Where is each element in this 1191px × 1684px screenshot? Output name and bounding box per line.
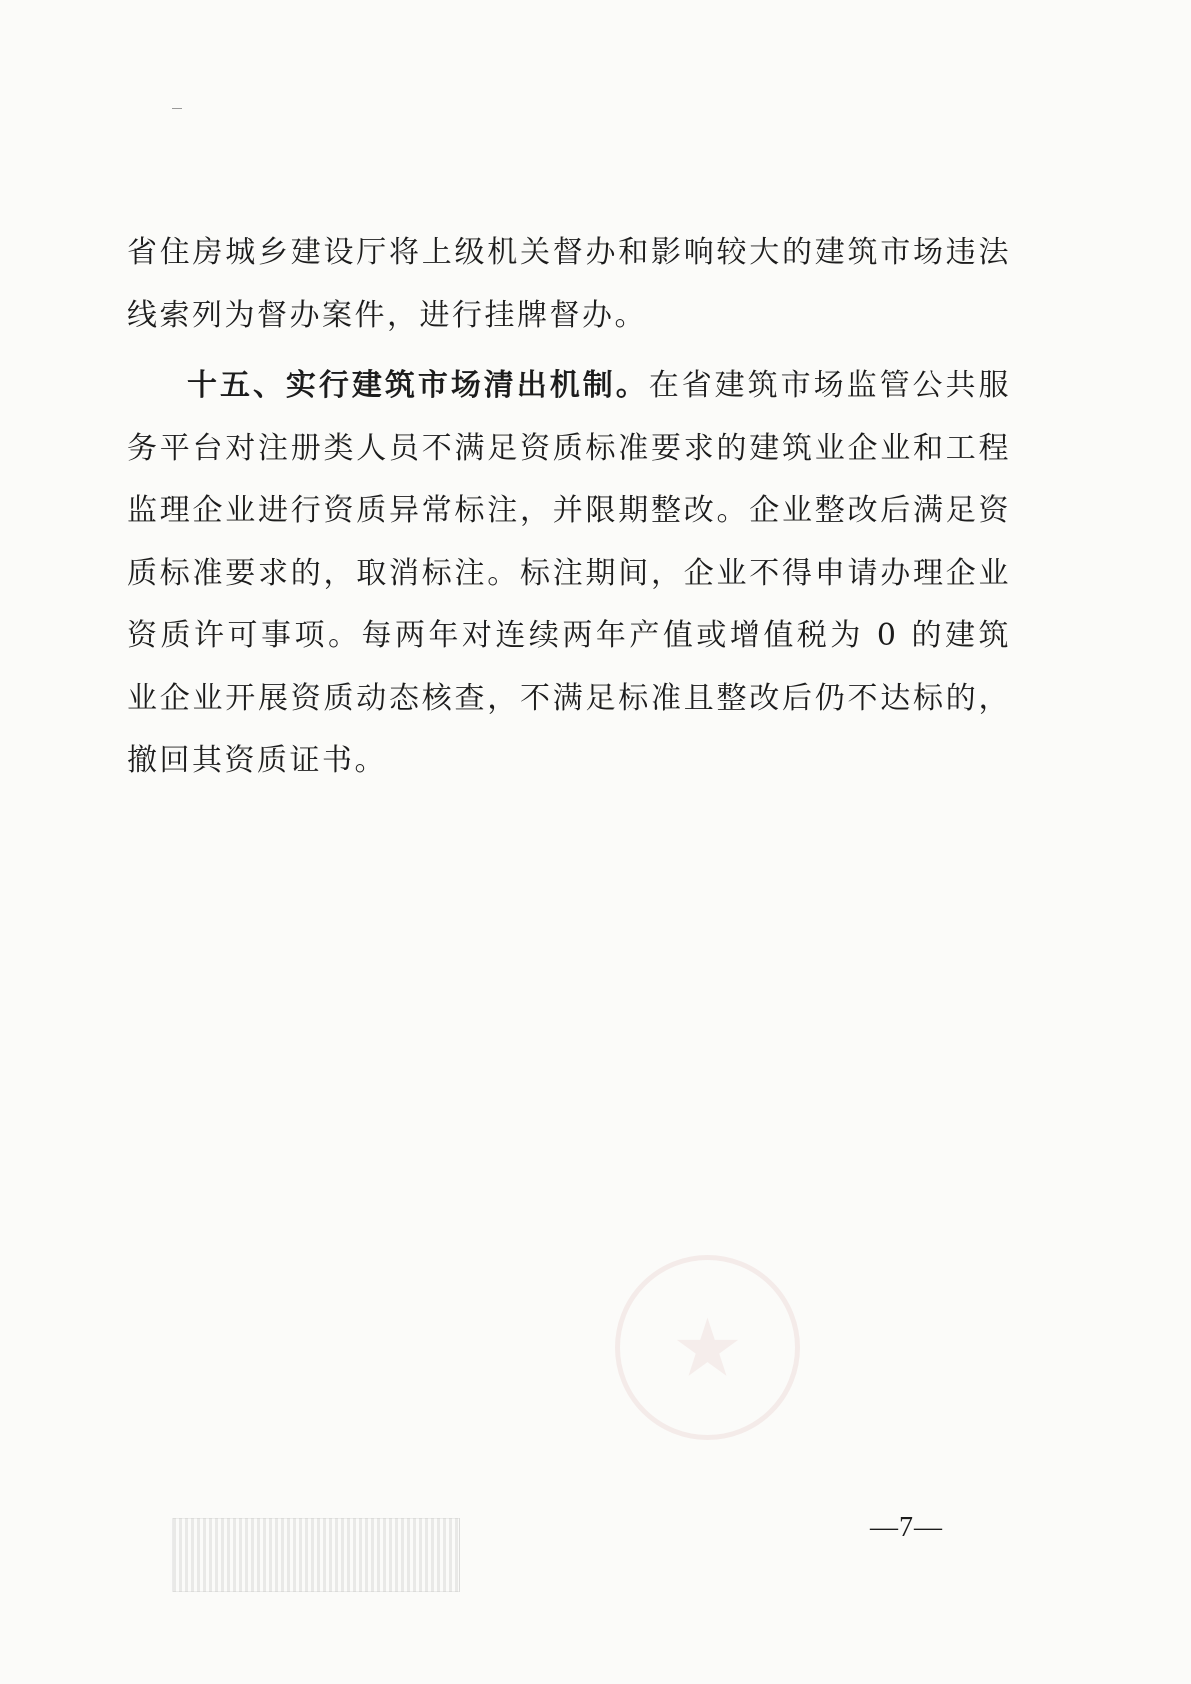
paragraph-2-body: 在省建筑市场监管公共服务平台对注册类人员不满足资质标准要求的建筑业企业和工程监理企业进行资质异常标注，并限期整改。企业整改后满足资质标准要求的，取消标注。标注期间，企业不得申请办理企业资质许可事项。每两年对连续两年产值或增值税为 0 的建筑业企业开展资质动态核查，不满足标准且整改后仍不达标的，撤回其资质证书。	[127, 368, 1012, 778]
section-heading: 十五、实行建筑市场清出机制。	[187, 368, 649, 403]
seal-star-icon: ★	[671, 1301, 744, 1394]
faint-seal-impression	[615, 1255, 800, 1440]
paragraph-2	[127, 355, 1011, 793]
document-body	[127, 222, 1011, 801]
page-number: —7—	[870, 1512, 943, 1543]
barcode-strip	[172, 1518, 460, 1592]
scan-mark	[172, 108, 182, 109]
paragraph-1: 省住房城乡建设厅将上级机关督办和影响较大的建筑市场违法线索列为督办案件，进行挂牌督办。	[127, 235, 1011, 333]
